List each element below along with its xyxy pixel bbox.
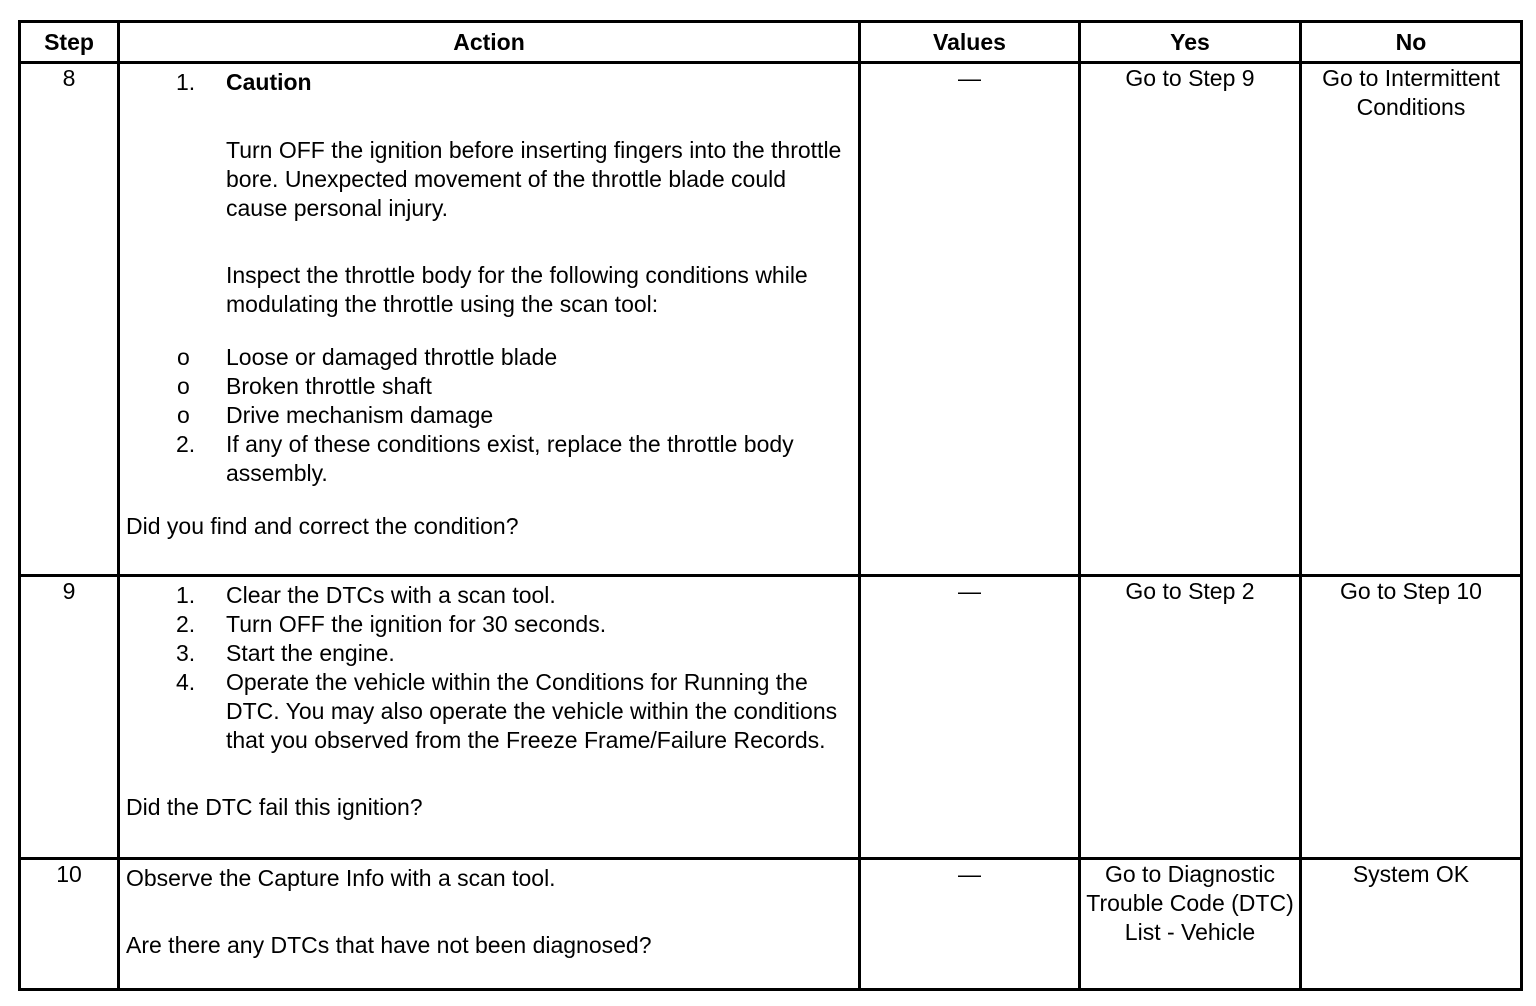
step-number: 10 (20, 859, 119, 990)
action-cell (119, 576, 860, 859)
question-text: Did you find and correct the condition? (126, 513, 519, 539)
header-values: Values (860, 22, 1080, 63)
question-text: Did the DTC fail this ignition? (126, 794, 423, 820)
table-row-step-8 (20, 63, 1522, 576)
no-cell: Go to Intermittent Conditions (1301, 63, 1522, 576)
header-step: Step (20, 22, 119, 63)
header-row (20, 22, 1522, 63)
header-no: No (1301, 22, 1522, 63)
list-item (126, 68, 852, 319)
bullet-icon: o (177, 344, 190, 370)
action-cell (119, 63, 860, 576)
instruction-text: Observe the Capture Info with a scan tool. (126, 865, 556, 891)
list-number: 1. (176, 69, 196, 95)
list-number: 1. (176, 582, 196, 608)
inspect-text: Inspect the throttle body for the following conditions while modulating the throttle using the scan tool: (226, 262, 808, 317)
list-item: 1. Clear the DTCs with a scan tool. (176, 582, 556, 608)
numbered-list (126, 68, 852, 488)
bullet-icon: o (177, 373, 190, 399)
list-item: 2. Turn OFF the ignition for 30 seconds. (176, 611, 607, 637)
header-action: Action (119, 22, 860, 63)
diagnostic-table (18, 20, 1523, 991)
list-number: 3. (176, 640, 196, 666)
list-number: 2. (176, 611, 196, 637)
caution-text: Turn OFF the ignition before inserting fingers into the throttle bore. Unexpected movement of the throttle blade could cause personal injury. (226, 137, 842, 221)
numbered-list (126, 581, 852, 755)
question-text: Are there any DTCs that have not been diagnosed? (126, 932, 652, 958)
yes-cell: Go to Step 9 (1080, 63, 1301, 576)
no-cell: Go to Step 10 (1301, 576, 1522, 859)
list-item: o Broken throttle shaft (177, 373, 432, 399)
list-item: 3. Start the engine. (176, 640, 395, 666)
list-item: o Drive mechanism damage (177, 402, 494, 428)
list-item: o Loose or damaged throttle blade (177, 344, 558, 370)
action-cell (119, 859, 860, 990)
list-item: 2. If any of these conditions exist, replace the throttle body assembly. (176, 431, 794, 486)
table-row-step-9 (20, 576, 1522, 859)
header-yes: Yes (1080, 22, 1301, 63)
list-number: 2. (176, 431, 196, 457)
values-cell: — (860, 859, 1080, 990)
caution-title: Caution (226, 69, 312, 95)
yes-cell: Go to Step 2 (1080, 576, 1301, 859)
list-number: 4. (176, 669, 196, 695)
values-cell: — (860, 63, 1080, 576)
no-cell: System OK (1301, 859, 1522, 990)
bullet-icon: o (177, 402, 190, 428)
condition-list (126, 343, 852, 430)
step-number: 8 (20, 63, 119, 576)
yes-cell: Go to Diagnostic Trouble Code (DTC) List - Vehicle (1080, 859, 1301, 990)
list-item: 4. Operate the vehicle within the Conditions for Running the DTC. You may also operate the vehicle within the conditions that you observed from the Freeze Frame/Failure Records. (176, 669, 838, 753)
table-row-step-10 (20, 859, 1522, 990)
values-cell: — (860, 576, 1080, 859)
step-number: 9 (20, 576, 119, 859)
